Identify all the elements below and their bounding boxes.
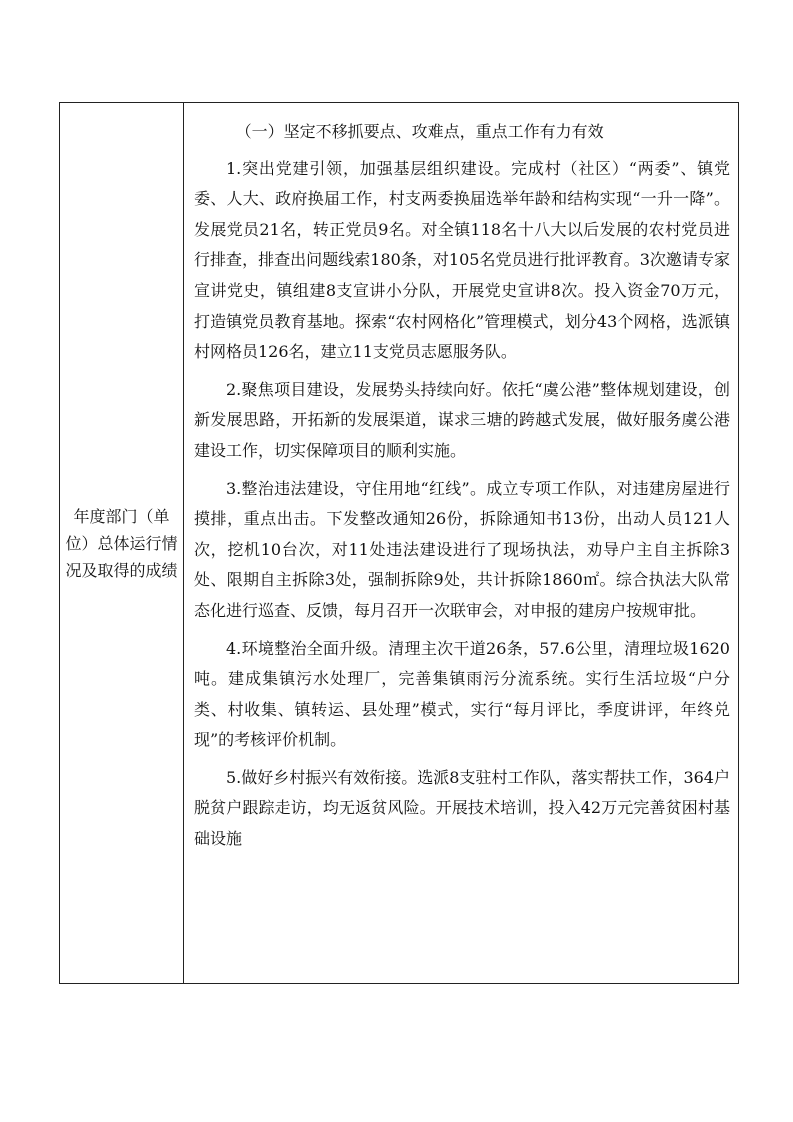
paragraph-illegal-construction: 3.整治违法建设，守住用地“红线”。成立专项工作队，对违建房屋进行摸排，重点出击。下发整改通知26份，拆除通知书13份，出动人员121人次，挖机10台次，对11处违法建设进行了现场执法，劝导户主自主拆除3处、限期自主拆除3处，强制拆除9处，共计拆除1860㎡。综合执法大队常态化进行巡查、反馈，每月召开一次联审会，对申报的建房户按规审批。 — [194, 478, 730, 620]
paragraph-rural-revitalization: 5.做好乡村振兴有效衔接。选派8支驻村工作队，落实帮扶工作，364户脱贫户跟踪走访，均无返贫风险。开展技术培训，投入42万元完善贫困村基础设施 — [194, 767, 730, 849]
section-heading: （一）坚定不移抓要点、攻难点，重点工作有力有效 — [235, 122, 604, 141]
paragraph-environment: 4.环境整治全面升级。清理主次干道26条，57.6公里，清理垃圾1620吨。建成集镇污水处理厂，完善集镇雨污分流系统。实行生活垃圾“户分类、村收集、镇转运、县处理”模式，实行“每月评比，季度讲评，年终兑现”的考核评价机制。 — [194, 638, 730, 750]
content-cell — [184, 103, 738, 983]
row-label: 年度部门（单位）总体运行情况及取得的成绩 — [65, 506, 178, 580]
paragraph-project-construction: 2.聚焦项目建设，发展势头持续向好。依托“虞公港”整体规划建设，创新发展思路，开拓新的发展渠道，谋求三塘的跨越式发展，做好服务虞公港建设工作，切实保障项目的顺利实施。 — [194, 379, 730, 460]
row-label-cell — [60, 103, 184, 983]
paragraph-party-building: 1.突出党建引领，加强基层组织建设。完成村（社区）“两委”、镇党委、人大、政府换届工作，村支两委换届选举年龄和结构实现“一升一降”。发展党员21名，转正党员9名。对全镇118名十八大以后发展的农村党员进行排查，排查出问题线索180条，对105名党员进行批评教育。3次邀请专家宣讲党史，镇组建8支宣讲小分队，开展党史宣讲8次。投入资金70万元，打造镇党员教育基地。探索“农村网格化”管理模式，划分43个网格，选派镇村网格员126名，建立11支党员志愿服务队。 — [194, 158, 730, 362]
report-table — [59, 102, 739, 984]
